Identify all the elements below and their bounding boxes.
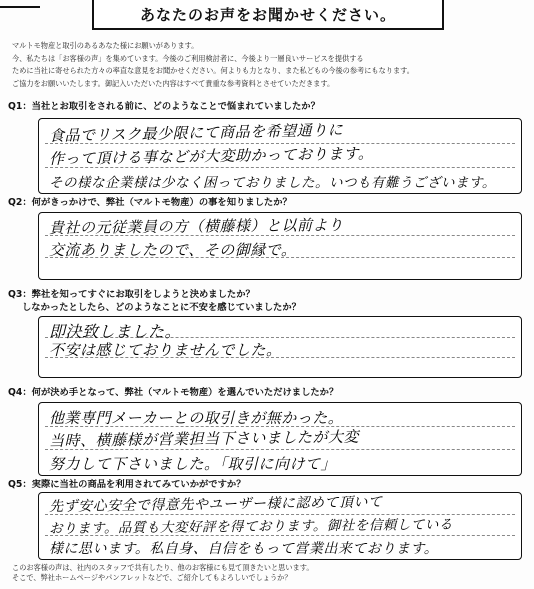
question-text: Q4：何が決め手となって、弊社（マルトモ物産）を選んでいただけましたか？ — [8, 387, 339, 398]
handwritten-answer-line: 食品でリスク最少限にて商品を希望通りに — [48, 120, 344, 145]
question-2-label — [8, 196, 292, 209]
footer-text — [12, 563, 314, 583]
intro-line: ご協力をお願いいたします。御記入いただいた内容はすべて貴重な参考資料とさせていただきます。 — [12, 78, 335, 88]
handwritten-answer-line: 作って頂ける事などが大変助かっております。 — [48, 144, 374, 168]
question-5-answer-box[interactable] — [38, 492, 522, 560]
question-5-label — [8, 478, 246, 491]
question-text: Q3：弊社を知ってすぐにお取引をしようと決めましたか？ — [8, 289, 255, 300]
intro-text — [12, 40, 522, 90]
handwritten-answer-line: おります。品質も大変好評を得ております。御社を信頼している — [48, 516, 453, 537]
handwritten-answer-line: 先ず安心安全で得意先やユーザー様に認めて頂いて — [48, 494, 383, 515]
page-title: あなたのお声をお聞かせください。 — [139, 5, 396, 24]
question-4-label — [8, 386, 338, 399]
handwritten-answer-line: 即決致しました。 — [49, 322, 182, 341]
handwritten-answer-line: 他業専門メーカーとの取引きが無かった。 — [49, 409, 344, 427]
question-1-label — [8, 100, 320, 113]
handwritten-answer-line: 貴社の元従業員の方（横藤様）と以前より — [48, 215, 344, 237]
handwritten-answer-line: その様な企業様は少なく困っておりました。いつも有難うございます。 — [49, 175, 496, 191]
question-2-answer-box[interactable] — [38, 212, 522, 280]
handwritten-answer-line: 不安は感じておりませんでした。 — [49, 341, 282, 359]
handwritten-answer-line: 努力して下さいました。「取引に向けて」 — [49, 455, 337, 473]
question-4-answer-box[interactable] — [38, 402, 522, 476]
handwritten-answer-line: 様に思います。私自身、自信をもって営業出来ております。 — [49, 541, 439, 557]
handwritten-answer-line: 交流ありましたので、その御縁で。 — [49, 241, 297, 259]
question-1-answer-box[interactable] — [38, 118, 522, 194]
intro-line: ために当社に寄せられた方々の率直な意見をお聞かせください。何よりも力となり、また私どもの今後の参考にもなります。 — [12, 66, 414, 75]
question-3-answer-box[interactable] — [38, 316, 522, 378]
question-text: Q5：実際に当社の商品を利用されてみていかがですか？ — [8, 479, 246, 490]
page-title-box — [92, 0, 444, 30]
page-edge-mark — [0, 0, 40, 8]
intro-line: 今、私たちは「お客様の声」を集めています。今後のご利用検討者に、今後より一層良いサービスを提供する — [12, 53, 364, 63]
footer-line: そこで、弊社ホームページやパンフレットなどで、ご紹介してもよろしいでしょうか？ — [12, 573, 292, 582]
question-3-label — [8, 288, 301, 314]
question-subtext: しなかったとしたら、どのようなことに不安を感じていましたか？ — [22, 302, 301, 313]
question-text: Q2：何がきっかけで、弊社（マルトモ物産）の事を知りましたか？ — [8, 197, 292, 208]
intro-line: マルトモ物産と取引のあるあなた様にお願いがあります。 — [12, 41, 199, 50]
question-text: Q1：当社とお取引をされる前に、どのようなことで悩まれていましたか？ — [8, 101, 320, 112]
footer-line: このお客様の声は、社内のスタッフで共有したり、他のお客様にも見て頂きたいと思います。 — [12, 563, 314, 572]
handwritten-answer-line: 当時、横藤様が営業担当下さいましたが大変 — [48, 427, 360, 450]
